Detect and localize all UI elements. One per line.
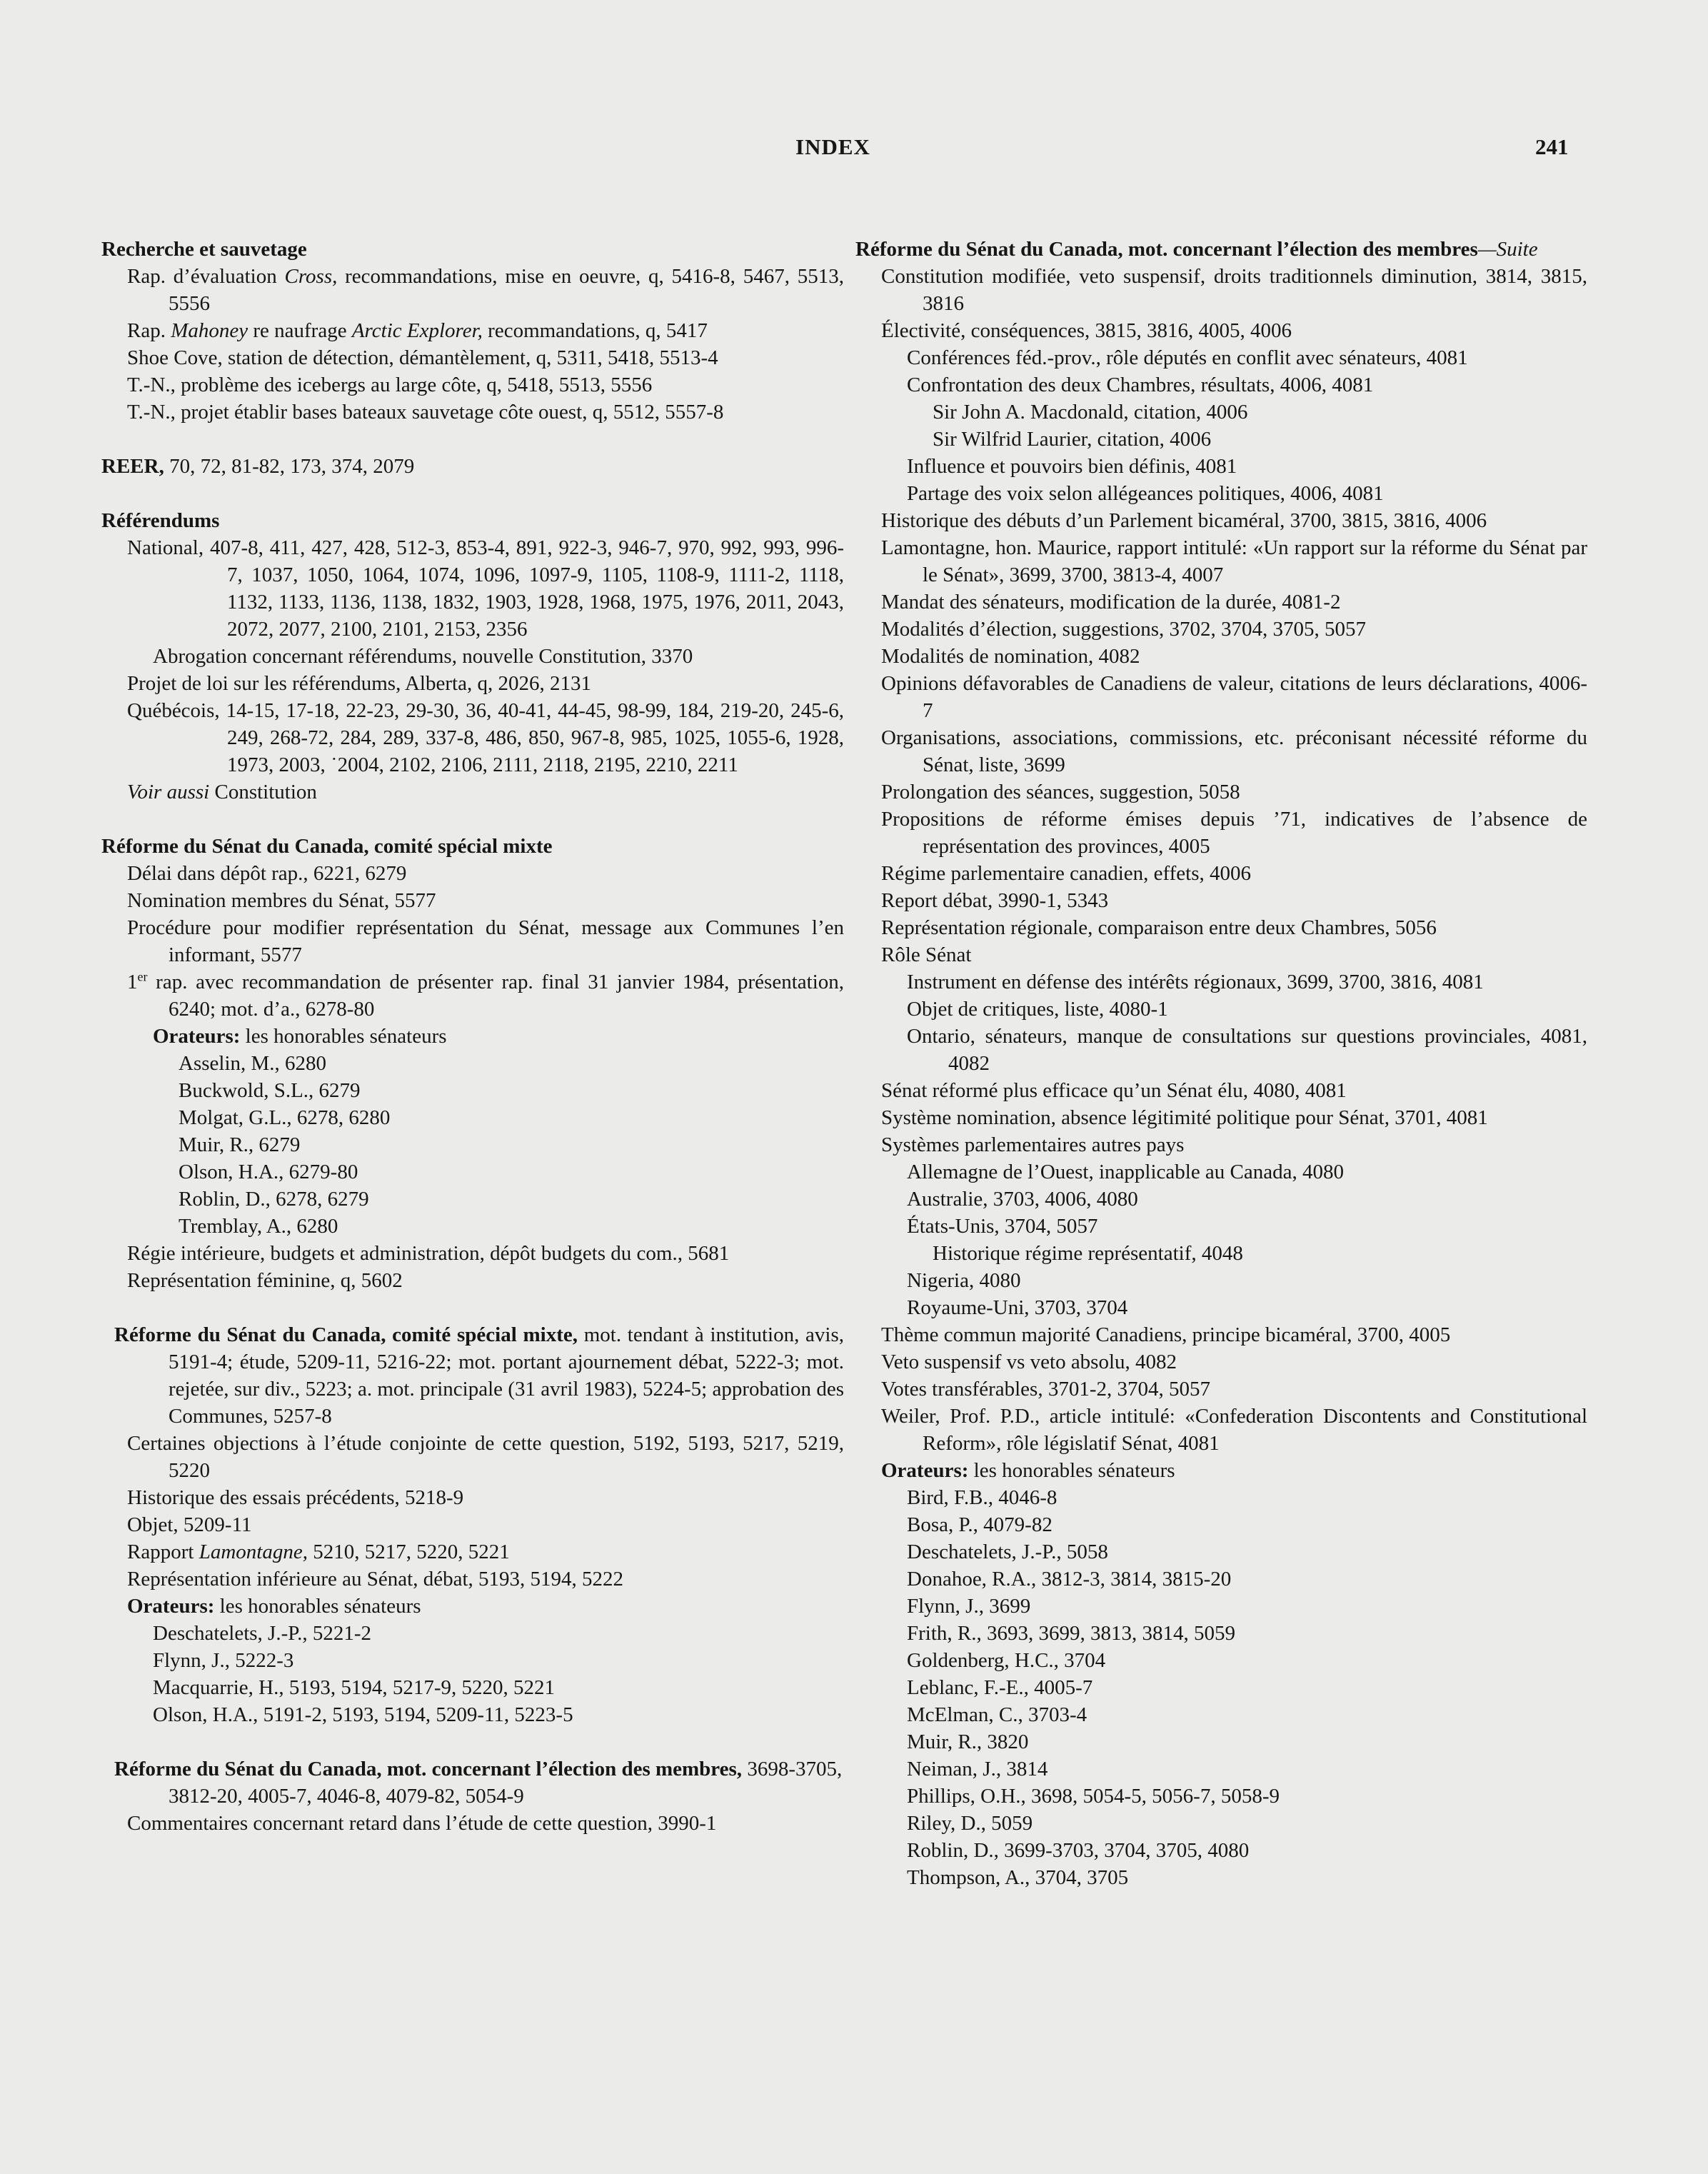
heading-text: Réforme du Sénat du Canada, mot. concernant l’élection des membres: [855, 238, 1478, 261]
right-column: [855, 236, 1587, 1891]
entry-text: les honorables sénateurs: [214, 1595, 421, 1618]
index-entry: Ontario, sénateurs, manque de consultations sur questions provinciales, 4081, 4082: [907, 1025, 1587, 1075]
entry-italic: Mahoney: [171, 319, 248, 342]
speaker: Tremblay, A., 6280: [179, 1215, 338, 1238]
index-entry: [101, 1538, 844, 1566]
index-entry: Objet, 5209-11: [127, 1513, 252, 1536]
entry-text: re naufrage: [248, 319, 352, 342]
index-heading: [855, 236, 1587, 263]
index-entry: T.-N., projet établir bases bateaux sauvetage côte ouest, q, 5512, 5557-8: [127, 401, 724, 424]
speaker: Buckwold, S.L., 6279: [179, 1079, 361, 1102]
index-entry: Organisations, associations, commissions, etc. préconisant nécessité réforme du Sénat, liste, 3699: [881, 726, 1587, 776]
speaker: Olson, H.A., 6279-80: [179, 1161, 358, 1183]
orateurs-label: Orateurs:: [127, 1595, 215, 1618]
entry-text: 1: [127, 971, 138, 993]
speaker: Roblin, D., 3699-3703, 3704, 3705, 4080: [907, 1839, 1250, 1862]
entry-italic: Voir aussi: [127, 781, 210, 803]
index-entry: Influence et pouvoirs bien définis, 4081: [907, 455, 1237, 478]
index-entry: Allemagne de l’Ouest, inapplicable au Canada, 4080: [907, 1161, 1345, 1183]
index-entry: Confrontation des deux Chambres, résultats, 4006, 4081: [907, 374, 1374, 396]
index-entry: Veto suspensif vs veto absolu, 4082: [881, 1351, 1177, 1373]
speaker: Riley, D., 5059: [907, 1812, 1033, 1835]
right-speakers: [855, 1484, 1587, 1891]
speaker: Goldenberg, H.C., 3704: [907, 1649, 1106, 1672]
index-entry: Conférences féd.-prov., rôle députés en conflit avec sénateurs, 4081: [907, 346, 1468, 369]
index-entry: Modalités d’élection, suggestions, 3702, 3704, 3705, 5057: [881, 618, 1367, 641]
entry-text: Rapport: [127, 1541, 199, 1563]
index-heading: [101, 453, 844, 480]
index-entry: Certaines objections à l’étude conjointe de cette question, 5192, 5193, 5217, 5219, 5220: [127, 1432, 844, 1482]
index-entry: Objet de critiques, liste, 4080-1: [907, 998, 1168, 1021]
orateurs-label: Orateurs:: [881, 1459, 969, 1482]
entry-text: mot. tendant à institution, avis, 5191-4; étude, 5209-11, 5216-22; mot. portant ajournement débat, 5222-3; mot. rejetée, sur div., 5223; a. mot. principale (31 avril 1983), 5224-5; approbation des Communes, 5257-8: [169, 1323, 844, 1428]
speaker: Leblanc, F.-E., 4005-7: [907, 1676, 1093, 1699]
index-entry: T.-N., problème des icebergs au large côte, q, 5418, 5513, 5556: [127, 374, 653, 396]
entry-text: Constitution: [209, 781, 317, 803]
header-title: INDEX: [795, 134, 870, 159]
index-entry: Partage des voix selon allégeances politiques, 4006, 4081: [907, 482, 1384, 505]
entry-text: 3698-3705, 3812-20, 4005-7, 4046-8, 4079-82, 5054-9: [169, 1758, 843, 1808]
entry-text: les honorables sénateurs: [240, 1025, 447, 1048]
speaker: Frith, R., 3693, 3699, 3813, 3814, 5059: [907, 1622, 1235, 1645]
index-entry: Représentation régionale, comparaison entre deux Chambres, 5056: [881, 916, 1437, 939]
index-entry: Nomination membres du Sénat, 5577: [127, 889, 436, 912]
speaker: Bosa, P., 4079-82: [907, 1513, 1053, 1536]
index-entry: Projet de loi sur les référendums, Alberta, q, 2026, 2131: [127, 672, 591, 695]
index-entry: Propositions de réforme émises depuis ’71, indicatives de l’absence de représentation des provinces, 4005: [881, 808, 1587, 858]
index-entry: Rôle Sénat: [881, 943, 972, 966]
entry-text: 70, 72, 81-82, 173, 374, 2079: [164, 455, 415, 478]
speaker: Macquarrie, H., 5193, 5194, 5217-9, 5220, 5221: [153, 1676, 555, 1699]
speaker: Asselin, M., 6280: [179, 1052, 327, 1075]
index-entry: [101, 263, 844, 317]
entry-italic: Arctic Explorer,: [351, 319, 483, 342]
index-entry: Lamontagne, hon. Maurice, rapport intitulé: «Un rapport sur la réforme du Sénat par le Sénat», 3699, 3700, 3813-4, 4007: [881, 536, 1587, 586]
page-header: [0, 134, 1708, 167]
index-entry: Opinions défavorables de Canadiens de valeur, citations de leurs déclarations, 4006-7: [881, 672, 1587, 722]
index-entry: Système nomination, absence légitimité politique pour Sénat, 3701, 4081: [881, 1106, 1488, 1129]
index-entry: Constitution modifiée, veto suspensif, droits traditionnels diminution, 3814, 3815, 3816: [881, 265, 1587, 315]
orateurs-line: [101, 1023, 844, 1050]
superscript: er: [137, 969, 148, 984]
speaker: Flynn, J., 5222-3: [153, 1649, 294, 1672]
heading-text: Réforme du Sénat du Canada, comité spécial mixte,: [114, 1323, 578, 1346]
speaker: Molgat, G.L., 6278, 6280: [179, 1106, 391, 1129]
index-entry: Report débat, 3990-1, 5343: [881, 889, 1109, 912]
index-entry: Weiler, Prof. P.D., article intitulé: «Confederation Discontents and Constitutional Reform», rôle législatif Sénat, 4081: [881, 1405, 1587, 1455]
index-entry: Prolongation des séances, suggestion, 5058: [881, 781, 1240, 803]
speaker: Thompson, A., 3704, 3705: [907, 1866, 1129, 1889]
speaker: McElman, C., 3703-4: [907, 1703, 1087, 1726]
index-entry: Historique des essais précédents, 5218-9: [127, 1486, 464, 1509]
index-heading: Réforme du Sénat du Canada, comité spécial mixte: [101, 835, 553, 858]
heading-text: REER,: [101, 455, 164, 478]
index-entry: Sénat réformé plus efficace qu’un Sénat élu, 4080, 4081: [881, 1079, 1347, 1102]
index-entry: [101, 968, 844, 1023]
speaker: Bird, F.B., 4046-8: [907, 1486, 1058, 1509]
index-entry: Sir Wilfrid Laurier, citation, 4006: [933, 428, 1212, 451]
index-entry: Historique régime représentatif, 4048: [933, 1242, 1243, 1265]
index-heading: Recherche et sauvetage: [101, 238, 307, 261]
heading-text: Réforme du Sénat du Canada, mot. concernant l’élection des membres,: [114, 1758, 743, 1780]
index-entry: [101, 778, 844, 806]
index-entry: Électivité, conséquences, 3815, 3816, 4005, 4006: [881, 319, 1292, 342]
orateurs-label: Orateurs:: [153, 1025, 241, 1048]
index-entry: Commentaires concernant retard dans l’étude de cette question, 3990-1: [127, 1812, 717, 1835]
entry-text: rap. avec recommandation de présenter rap. final 31 janvier 1984, présentation, 6240; mot. d’a., 6278-80: [147, 971, 844, 1021]
speaker: Donahoe, R.A., 3812-3, 3814, 3815-20: [907, 1568, 1232, 1591]
entry-italic: Cross,: [284, 265, 338, 288]
index-entry: Modalités de nomination, 4082: [881, 645, 1140, 668]
index-entry: Représentation inférieure au Sénat, débat, 5193, 5194, 5222: [127, 1568, 623, 1591]
index-heading: [101, 1755, 844, 1810]
orateurs-line: [855, 1457, 1587, 1484]
entry-text: recommandations, mise en oeuvre, q, 5416-8, 5467, 5513, 5556: [169, 265, 844, 315]
index-entry: Thème commun majorité Canadiens, principe bicaméral, 3700, 4005: [881, 1323, 1451, 1346]
speaker: Muir, R., 3820: [907, 1730, 1029, 1753]
index-entry: Régie intérieure, budgets et administration, dépôt budgets du com., 5681: [127, 1242, 730, 1265]
entry-text: 5210, 5217, 5220, 5221: [307, 1541, 510, 1563]
left-column: [101, 236, 844, 1837]
index-entry: Sir John A. Macdonald, citation, 4006: [933, 401, 1248, 424]
index-entry: États-Unis, 3704, 5057: [907, 1215, 1098, 1238]
index-entry: National, 407-8, 411, 427, 428, 512-3, 853-4, 891, 922-3, 946-7, 970, 992, 993, 996-7, 1037, 1050, 1064, 1074, 1096, 1097-9, 1105, 1108-9, 1111-2, 1118, 1132, 1133, 1136, 1138, 1832, 1903, 1928, 1968, 1975, 1976, 2011, 2043, 2072, 2077, 2100, 2101, 2153, 2356: [127, 536, 844, 641]
index-entry: Systèmes parlementaires autres pays: [881, 1133, 1185, 1156]
index-entry: Nigeria, 4080: [907, 1269, 1021, 1292]
index-entry: Votes transférables, 3701-2, 3704, 5057: [881, 1378, 1210, 1401]
heading-suite: —Suite: [1477, 238, 1538, 261]
index-entry: Représentation féminine, q, 5602: [127, 1269, 403, 1292]
index-entry: Québécois, 14-15, 17-18, 22-23, 29-30, 36, 40-41, 44-45, 98-99, 184, 219-20, 245-6, 249, 268-72, 284, 289, 337-8, 486, 850, 967-8, 985, 1025, 1055-6, 1928, 1973, 2003, ˙2004, 2102, 2106, 2111, 2118, 2195, 2210, 2211: [127, 699, 844, 776]
index-heading: Référendums: [101, 509, 220, 532]
entry-italic: Lamontagne,: [199, 1541, 308, 1563]
speaker: Flynn, J., 3699: [907, 1595, 1031, 1618]
index-entry: Mandat des sénateurs, modification de la durée, 4081-2: [881, 591, 1341, 613]
entry-text: Rap. d’évaluation: [127, 265, 285, 288]
index-entry: Australie, 3703, 4006, 4080: [907, 1188, 1138, 1211]
index-entry: Shoe Cove, station de détection, démantèlement, q, 5311, 5418, 5513-4: [127, 346, 718, 369]
speaker: Deschatelets, J.-P., 5221-2: [153, 1622, 372, 1645]
index-entry: Royaume-Uni, 3703, 3704: [907, 1296, 1128, 1319]
speaker: Olson, H.A., 5191-2, 5193, 5194, 5209-11, 5223-5: [153, 1703, 573, 1726]
entry-text: recommandations, q, 5417: [482, 319, 708, 342]
orateurs-line: [101, 1593, 844, 1620]
index-entry: Historique des débuts d’un Parlement bicaméral, 3700, 3815, 3816, 4006: [881, 509, 1487, 532]
entry-text: les honorables sénateurs: [968, 1459, 1175, 1482]
index-entry: Instrument en défense des intérêts régionaux, 3699, 3700, 3816, 4081: [907, 971, 1484, 993]
index-entry: Régime parlementaire canadien, effets, 4006: [881, 862, 1252, 885]
speaker: Deschatelets, J.-P., 5058: [907, 1541, 1108, 1563]
index-entry: Procédure pour modifier représentation du Sénat, message aux Communes l’en informant, 5577: [127, 916, 844, 966]
speaker: Phillips, O.H., 3698, 5054-5, 5056-7, 5058-9: [907, 1785, 1280, 1808]
speaker: Roblin, D., 6278, 6279: [179, 1188, 369, 1211]
entry-text: Rap.: [127, 319, 171, 342]
index-entry: Délai dans dépôt rap., 6221, 6279: [127, 862, 407, 885]
index-entry: [101, 317, 844, 344]
index-entry: Abrogation concernant référendums, nouvelle Constitution, 3370: [153, 645, 693, 668]
page-number: 241: [1535, 134, 1569, 159]
index-heading: [101, 1321, 844, 1430]
right-entries: [855, 263, 1587, 1457]
speaker: Muir, R., 6279: [179, 1133, 301, 1156]
speaker: Neiman, J., 3814: [907, 1758, 1048, 1780]
